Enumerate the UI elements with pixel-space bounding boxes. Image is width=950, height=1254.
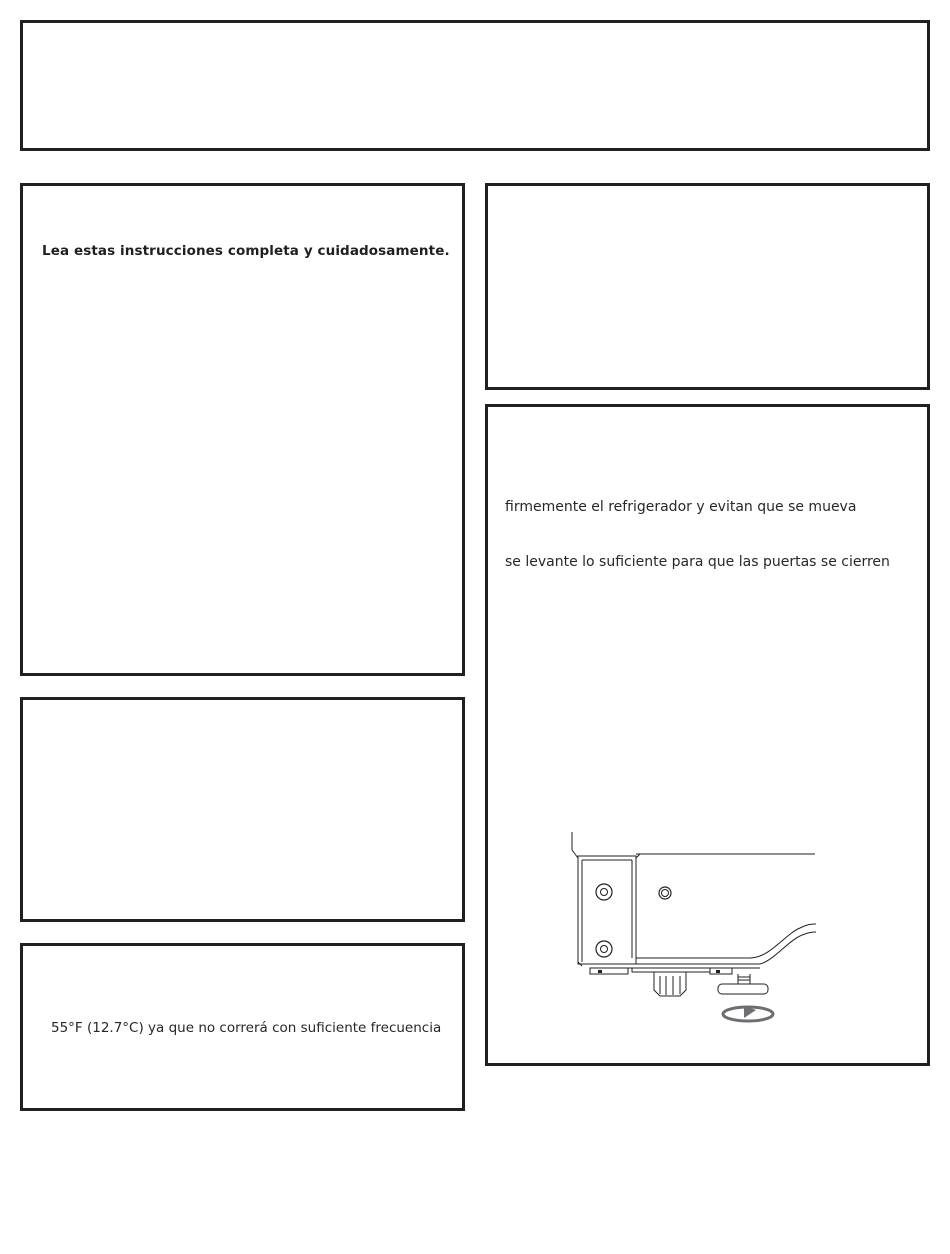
leveling-leg-illustration xyxy=(560,830,820,1030)
header-box xyxy=(20,20,930,151)
read-instructions-text: Lea estas instrucciones completa y cuidadosamente. xyxy=(42,243,450,259)
installation-instructions-box xyxy=(20,183,465,676)
leveling-text-line2: se levante lo suficiente para que las puertas se cierren xyxy=(505,554,890,570)
rotate-arrow-icon xyxy=(723,1006,773,1021)
leveling-text-line1: firmemente el refrigerador y evitan que se mueva xyxy=(505,499,857,515)
location-box xyxy=(20,697,465,922)
clearance-box xyxy=(485,183,930,390)
temperature-box xyxy=(20,943,465,1111)
temperature-text: 55°F (12.7°C) ya que no correrá con suficiente frecuencia xyxy=(51,1020,442,1036)
